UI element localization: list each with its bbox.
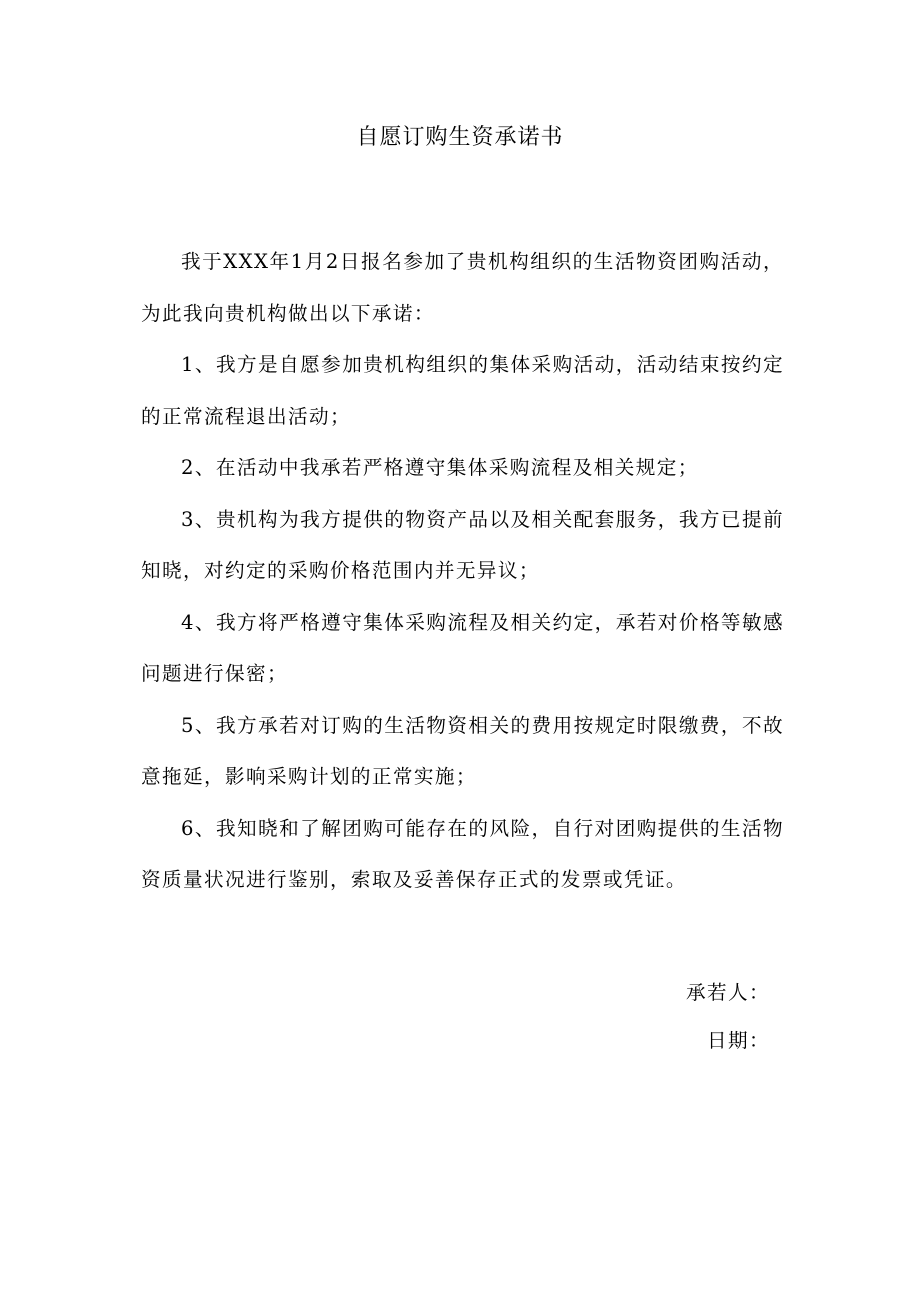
commitment-item-4: 4、我方将严格遵守集体采购流程及相关约定，承若对价格等敏感问题进行保密； — [141, 610, 784, 685]
commitment-item-6: 6、我知晓和了解团购可能存在的风险，自行对团购提供的生活物资质量状况进行鉴别，索取及妥善保存正式的发票或凭证。 — [141, 816, 784, 891]
commitment-item-1: 1、我方是自愿参加贵机构组织的集体采购活动，活动结束按约定的正常流程退出活动； — [141, 353, 784, 428]
document-body — [141, 236, 784, 906]
commitment-item-3: 3、贵机构为我方提供的物资产品以及相关配套服务，我方已提前知晓，对约定的采购价格范围内并无异议； — [141, 507, 784, 582]
intro-paragraph: 我于XXX年1月2日报名参加了贵机构组织的生活物资团购活动，为此我向贵机构做出以下承诺： — [141, 250, 784, 325]
commitment-item-2: 2、在活动中我承若严格遵守集体采购流程及相关规定； — [181, 456, 699, 479]
commitment-item-5: 5、我方承若对订购的生活物资相关的费用按规定时限缴费，不故意拖延，影响采购计划的正常实施； — [141, 713, 784, 788]
signer-label: 承若人： — [686, 981, 770, 1004]
document-title: 自愿订购生资承诺书 — [356, 125, 564, 150]
date-label: 日期： — [707, 1029, 770, 1052]
